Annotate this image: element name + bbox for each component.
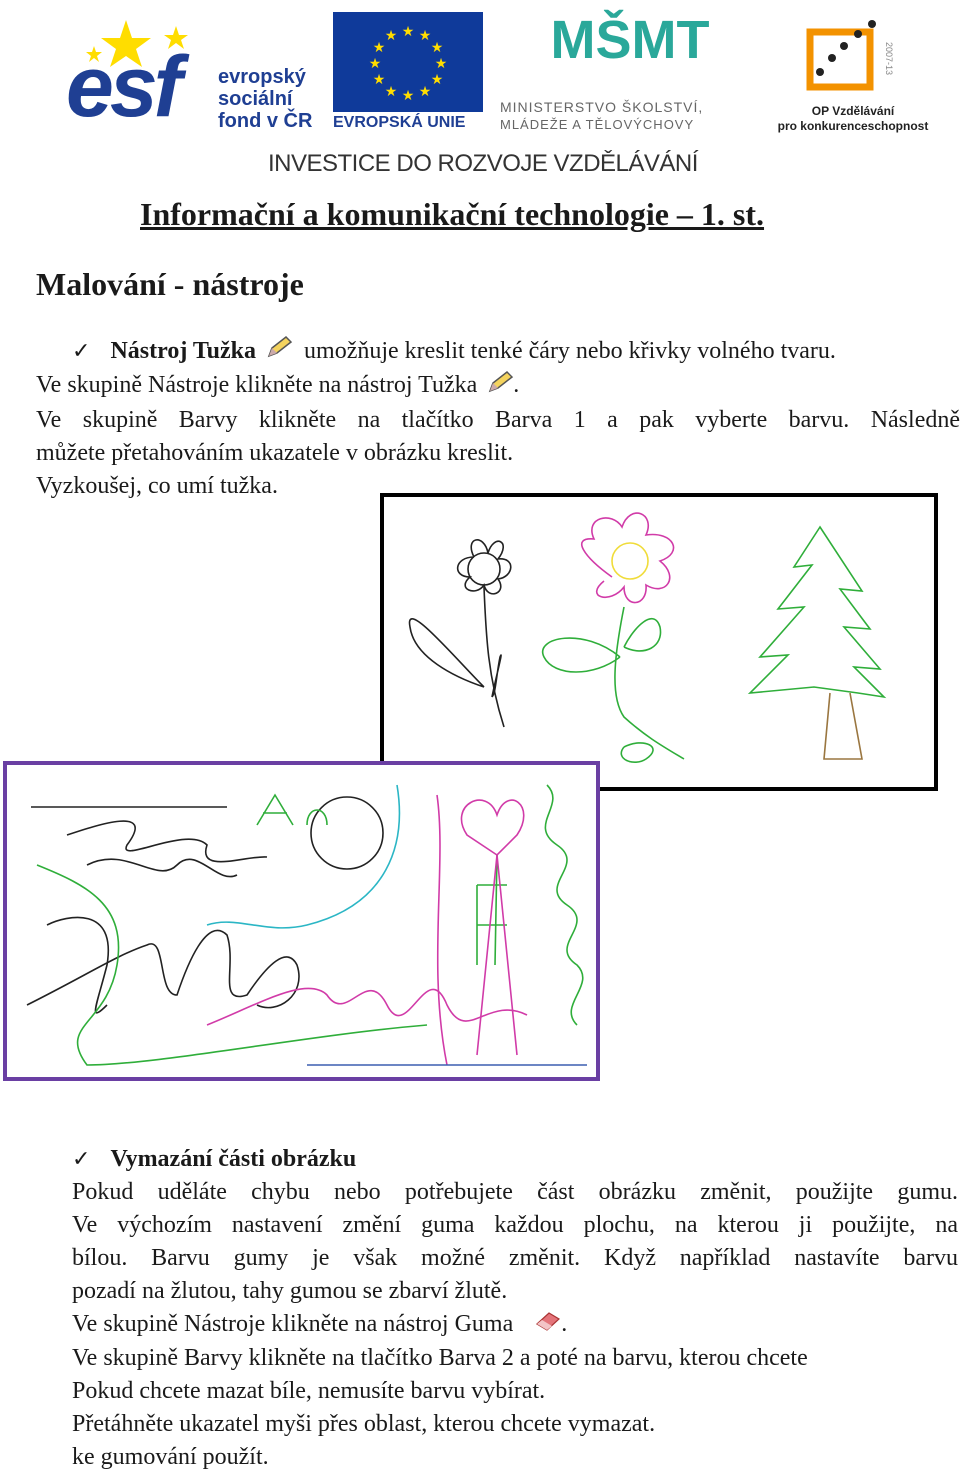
svg-text:★: ★ — [368, 56, 382, 72]
drawing-flowers-tree — [384, 497, 934, 787]
svg-text:★: ★ — [372, 72, 386, 88]
pencil-line-4: můžete přetahováním ukazatele v obrázku kreslit. — [36, 439, 514, 466]
eraser-heading: Vymazání části obrázku — [110, 1146, 357, 1172]
pencil-line-5: Vyzkoušej, co umí tužka. — [36, 472, 278, 499]
checkmark-icon: ✓ — [72, 339, 91, 364]
pencil-icon — [266, 335, 294, 369]
eu-label: EVROPSKÁ UNIE — [333, 114, 466, 131]
op-line-1: OP Vzdělávání — [811, 104, 895, 118]
op-line-2: pro konkurenceschopnost — [777, 119, 929, 133]
eu-flag — [333, 12, 483, 112]
svg-text:★: ★ — [372, 40, 386, 56]
eraser-line-3: bílou. Barvu gumy je však možné změnit. Když například nastavíte barvu — [72, 1245, 958, 1271]
eraser-section — [72, 1143, 958, 1474]
svg-text:★: ★ — [384, 28, 398, 44]
document-title: Informační a komunikační technologie – 1. st. — [140, 196, 765, 232]
pencil-line-3: Ve skupině Barvy klikněte na tlačítko Barva 1 a pak vyberte barvu. Následně — [36, 406, 960, 433]
svg-text:★: ★ — [434, 56, 448, 72]
svg-text:★: ★ — [430, 40, 444, 56]
eraser-line-5 — [72, 1308, 958, 1342]
pencil-line-2-end: . — [513, 372, 520, 399]
pencil-drawing-sample-2 — [3, 761, 600, 1081]
msmt-line-2: MLÁDEŽE A TĚLOVÝCHOVY — [500, 117, 695, 132]
eraser-line-9: ke gumování použít. — [72, 1443, 269, 1470]
svg-text:★: ★ — [401, 88, 415, 104]
pencil-icon — [487, 370, 515, 404]
drawing-scribbles — [7, 765, 596, 1077]
eraser-line-8: Přetáhněte ukazatel myši přes oblast, kterou chcete vymazat. — [72, 1410, 656, 1437]
eraser-line-7: Pokud chcete mazat bíle, nemusíte barvu vybírat. — [72, 1377, 546, 1404]
eraser-line-5-text: Ve skupině Nástroje klikněte na nástroj Guma — [72, 1311, 514, 1337]
msmt-wordmark: MŠMT — [550, 10, 710, 70]
tree-drawing — [750, 527, 884, 759]
svg-text:★: ★ — [430, 72, 444, 88]
msmt-label — [500, 98, 760, 134]
eraser-line-2: Ve výchozím nastavení změní guma každou plochu, na kterou ji použijte, na — [72, 1212, 958, 1238]
pink-flower-drawing — [543, 513, 684, 762]
svg-text:★: ★ — [418, 28, 432, 44]
esf-line-3: fond v ČR — [218, 110, 313, 132]
op-years: 2007-13 — [884, 42, 894, 76]
eraser-heading-line — [72, 1143, 958, 1176]
esf-line-1: evropský — [218, 66, 306, 88]
eraser-line-1: Pokud uděláte chybu nebo potřebujete část obrázku změnit, použijte gumu. — [72, 1179, 958, 1205]
eraser-line-5-end: . — [561, 1311, 568, 1337]
pencil-line-2-text: Ve skupině Nástroje klikněte na nástroj Tužka — [36, 372, 478, 399]
eraser-icon — [533, 1309, 561, 1342]
black-flower-drawing — [410, 540, 511, 727]
pencil-section — [36, 335, 960, 503]
eraser-line-6: Ve skupině Barvy klikněte na tlačítko Barva 2 a poté na barvu, kterou chcete — [72, 1344, 808, 1371]
eraser-line-4: pozadí na žlutou, tahy gumou se zbarví žlutě. — [72, 1278, 508, 1304]
pencil-drawing-sample-1 — [380, 493, 938, 791]
eu-stars-icon — [333, 12, 483, 112]
pencil-line-2 — [36, 369, 960, 403]
esf-subtitle — [218, 66, 312, 132]
pencil-heading-line — [36, 335, 960, 369]
pencil-heading-rest: umožňuje kreslit tenké čáry nebo křivky volného tvaru. — [304, 338, 836, 364]
op-logo — [800, 12, 910, 102]
svg-text:★: ★ — [418, 84, 432, 100]
msmt-logo — [550, 8, 710, 98]
pencil-heading: Nástroj Tužka — [110, 338, 257, 364]
op-label — [768, 104, 938, 134]
svg-text:★: ★ — [401, 24, 415, 40]
msmt-line-1: MINISTERSTVO ŠKOLSTVÍ, — [500, 99, 704, 115]
investice-tagline: INVESTICE DO ROZVOJE VZDĚLÁVÁNÍ — [268, 150, 698, 177]
svg-text:★: ★ — [384, 84, 398, 100]
checkmark-icon: ✓ — [72, 1147, 91, 1172]
esf-wordmark: esf — [66, 39, 179, 135]
msmt-mark-icon — [550, 8, 710, 98]
esf-line-2: sociální — [218, 88, 293, 110]
section-title: Malování - nástroje — [36, 266, 304, 302]
